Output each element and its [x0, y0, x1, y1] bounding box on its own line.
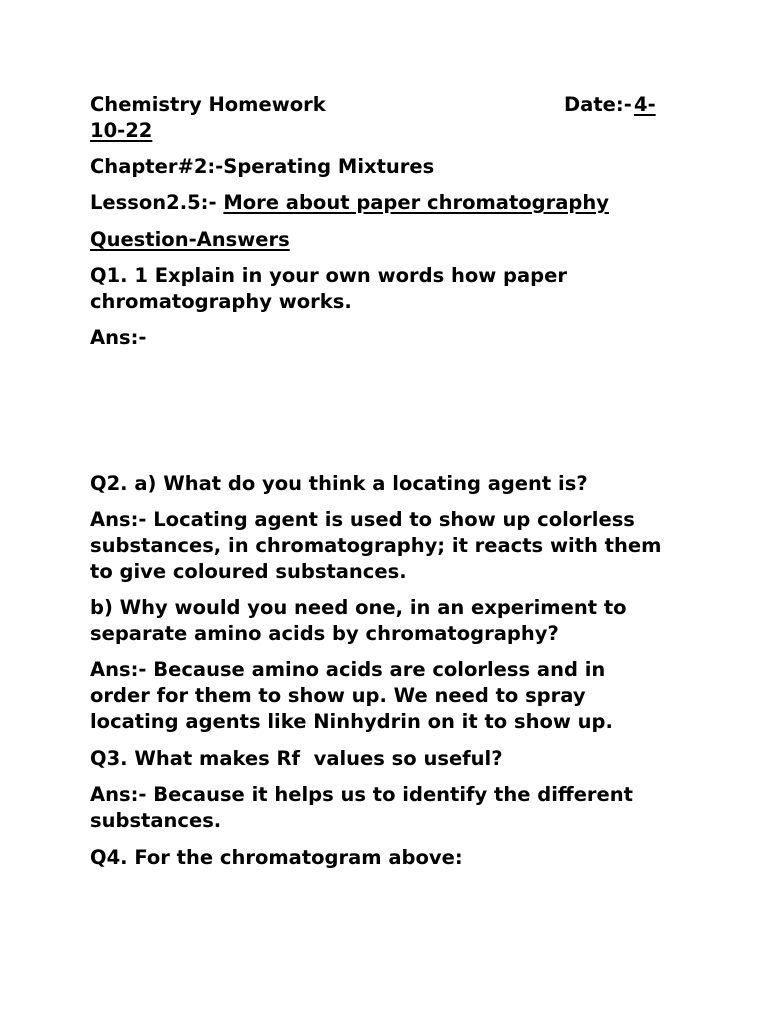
lesson-heading — [90, 190, 670, 216]
question-1: Q1. 1 Explain in your own words how paper chromatography works. — [90, 264, 567, 313]
date-value-part2: 10-22 — [90, 119, 153, 142]
question-2a: Q2. a) What do you think a locating agent is? — [90, 472, 588, 495]
lesson-title: More about paper chromatography — [223, 191, 609, 214]
date-label: Date:- — [564, 93, 632, 116]
date-value-part1: 4- — [634, 93, 656, 116]
question-3: Q3. What makes Rf values so useful? — [90, 747, 503, 770]
section-heading: Question-Answers — [90, 228, 290, 251]
chapter-heading: Chapter#2:-Sperating Mixtures — [90, 155, 435, 178]
lesson-prefix: Lesson2.5:- — [90, 191, 224, 214]
question-2b: b) Why would you need one, in an experiment to separate amino acids by chromatography? — [90, 596, 627, 645]
question-4: Q4. For the chromatogram above: — [90, 846, 463, 869]
answer-2b: Ans:- Because amino acids are colorless and in order for them to show up. We need to spray locating agents like Ninhydrin on it to show up. — [90, 658, 613, 733]
answer-1: Ans:- — [90, 326, 147, 349]
answer-2a: Ans:- Locating agent is used to show up colorless substances, in chromatography; it reacts with them to give coloured substances. — [90, 508, 662, 583]
document-title: Chemistry Homework — [90, 93, 326, 116]
answer-3: Ans:- Because it helps us to identify the different substances. — [90, 783, 633, 832]
